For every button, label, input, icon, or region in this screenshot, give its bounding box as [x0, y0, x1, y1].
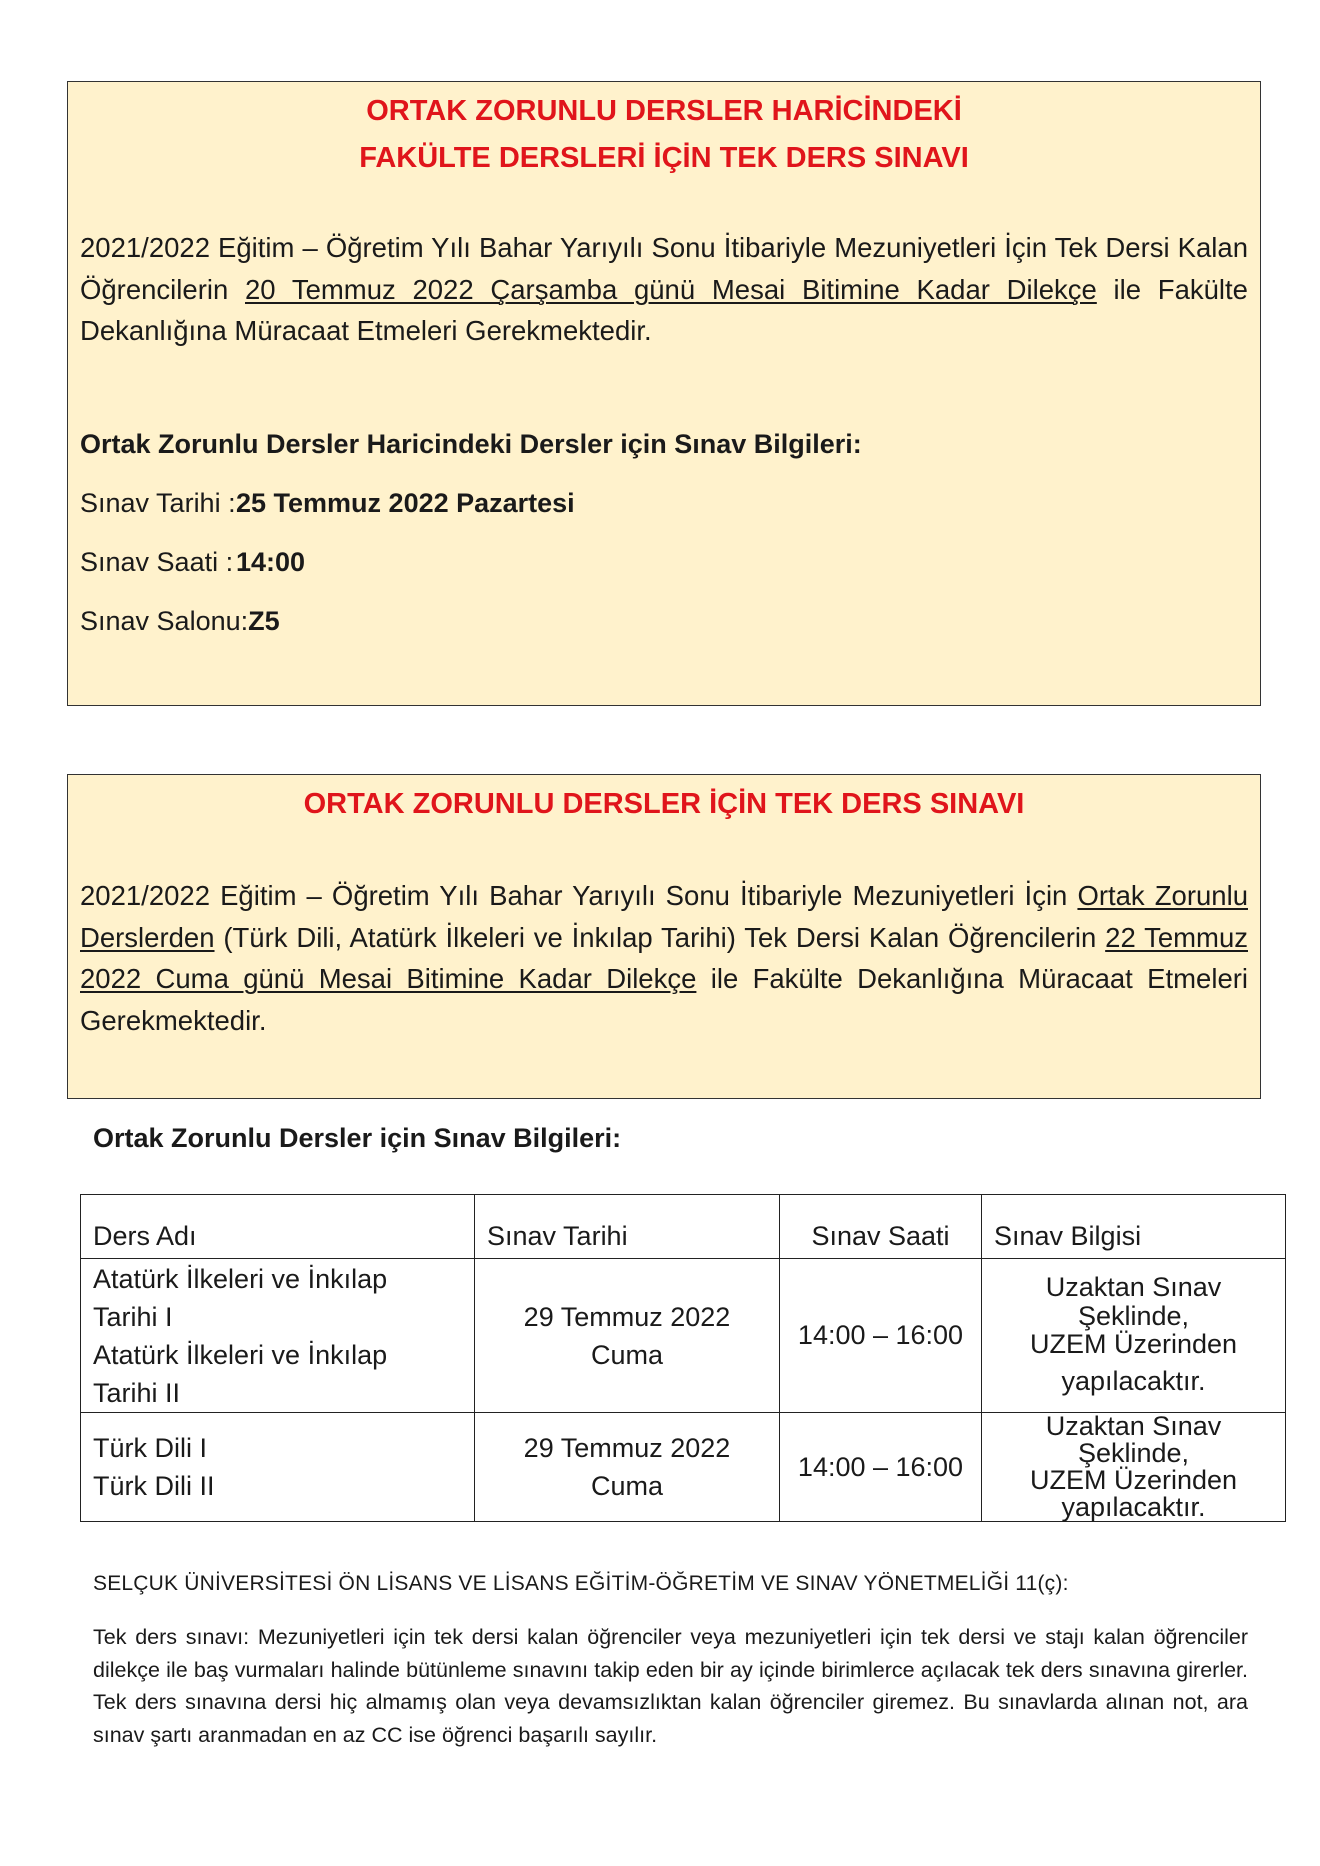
paragraph-text: 2021/2022 Eğitim – Öğretim Yılı Bahar Yarıyılı Sonu İtibariyle Mezuniyetleri İçin [80, 880, 1078, 911]
info-line: Uzaktan Sınav [1045, 1271, 1222, 1302]
info-line: Uzaktan Sınav [1045, 1411, 1222, 1441]
info-line: Şeklinde, [1077, 1300, 1190, 1331]
exam-date-cell [475, 1413, 780, 1522]
header-course-name: Ders Adı [81, 1195, 475, 1259]
notice-title: ORTAK ZORUNLU DERSLER İÇİN TEK DERS SINAVI [303, 788, 1025, 820]
notice-paragraph [80, 875, 1248, 1041]
info-line: yapılacaktır. [1061, 1365, 1206, 1396]
exam-room-row [80, 606, 280, 637]
exam-time-value: 14:00 [236, 547, 306, 577]
table-header-row [81, 1195, 1286, 1259]
course-line: Atatürk İlkeleri ve İnkılap [93, 1339, 388, 1370]
course-line: Tarihi II [93, 1377, 181, 1408]
date-line: 29 Temmuz 2022 [523, 1301, 731, 1332]
paragraph-text: (Türk Dili, Atatürk İlkeleri ve İnkılap Tarihi) Tek Dersi Kalan Öğrencilerin [214, 921, 1106, 953]
regulation-title: SELÇUK ÜNİVERSİTESİ ÖN LİSANS VE LİSANS EĞİTİM-ÖĞRETİM VE SINAV YÖNETMELİĞİ 11(ç): [93, 1572, 1069, 1595]
exam-schedule-table [80, 1194, 1286, 1522]
exam-date-value: 25 Temmuz 2022 Pazartesi [236, 488, 575, 518]
info-line: UZEM Üzerinden [1029, 1328, 1238, 1359]
paragraph-text: ile Fakülte Dekanlığına Müracaat Etmeleri Gerekmektedir. [80, 963, 1249, 1036]
course-name-cell [81, 1259, 475, 1413]
header-exam-date: Sınav Tarihi [475, 1195, 780, 1259]
deadline-text: 20 Temmuz 2022 Çarşamba günü Mesai Bitimine Kadar Dilekçe [245, 273, 1097, 305]
date-line: Cuma [590, 1471, 664, 1501]
info-line: Şeklinde, [1077, 1438, 1190, 1468]
regulation-text: Tek ders sınavı: Mezuniyetleri için tek dersi kalan öğrenciler veya mezuniyetleri için tek dersi ve stajı kalan öğrenciler dilekçe ile baş vurmaları halinde bütünleme sınavını takip eden bir ay içinde birimlerce açılacak tek ders sınavına girerler. Tek ders sınavına dersi hiç almamış olan veya devamsızlıktan kalan öğrenciler giremez. Bu sınavlarda alınan not, ara sınav şartı aranmadan en az CC ise öğrenci başarılı sayılır. [93, 1625, 1248, 1747]
exam-room-label: Sınav Salonu: [80, 606, 249, 636]
table-row [81, 1259, 1286, 1413]
course-line: Türk Dili I [93, 1433, 207, 1463]
faculty-courses-notice-box [67, 81, 1261, 706]
table-row [81, 1413, 1286, 1522]
underlined-text: Ortak Zorunlu Derslerden [80, 880, 1248, 953]
exam-date-row [80, 488, 575, 519]
paragraph-text: 2021/2022 Eğitim – Öğretim Yılı Bahar Yarıyılı Sonu İtibariyle Mezuniyetleri İçin Tek Dersi Kalan Öğrencilerin [80, 232, 1248, 305]
date-line: Cuma [590, 1339, 664, 1370]
date-line: 29 Temmuz 2022 [523, 1433, 731, 1463]
info-line: yapılacaktır. [1061, 1492, 1206, 1522]
header-exam-time: Sınav Saati [780, 1195, 982, 1259]
exam-time-row [80, 547, 305, 578]
course-line: Türk Dili II [93, 1471, 215, 1501]
exam-room-value: Z5 [248, 606, 280, 636]
course-line: Tarihi I [93, 1301, 173, 1332]
exam-time-cell [780, 1259, 982, 1413]
time-text: 14:00 – 16:00 [797, 1320, 964, 1350]
notice-title-line-1: ORTAK ZORUNLU DERSLER HARİCİNDEKİ [366, 95, 962, 127]
course-line: Atatürk İlkeleri ve İnkılap [93, 1263, 388, 1294]
info-line: UZEM Üzerinden [1029, 1465, 1238, 1495]
notice-title-line-2: FAKÜLTE DERSLERİ İÇİN TEK DERS SINAVI [359, 142, 969, 174]
exam-date-label: Sınav Tarihi : [80, 488, 236, 518]
exam-info-cell [982, 1259, 1286, 1413]
exam-date-cell [475, 1259, 780, 1413]
time-text: 14:00 – 16:00 [797, 1451, 964, 1482]
exam-info-heading: Ortak Zorunlu Dersler Haricindeki Dersler için Sınav Bilgileri: [80, 429, 862, 459]
exam-time-label: Sınav Saati : [80, 547, 234, 577]
exam-info-cell [982, 1413, 1286, 1522]
course-name-cell [81, 1413, 475, 1522]
common-compulsory-notice-box [67, 774, 1261, 1099]
notice-paragraph [80, 227, 1248, 352]
deadline-text: 22 Temmuz 2022 Cuma günü Mesai Bitimine Kadar Dilekçe [80, 921, 1248, 994]
header-exam-info: Sınav Bilgisi [982, 1195, 1286, 1259]
exam-time-cell [780, 1413, 982, 1522]
notice-title [68, 88, 1260, 182]
exam-table-heading: Ortak Zorunlu Dersler için Sınav Bilgileri: [93, 1123, 622, 1153]
paragraph-text: ile Fakülte Dekanlığına Müracaat Etmeleri Gerekmektedir. [80, 273, 1248, 346]
